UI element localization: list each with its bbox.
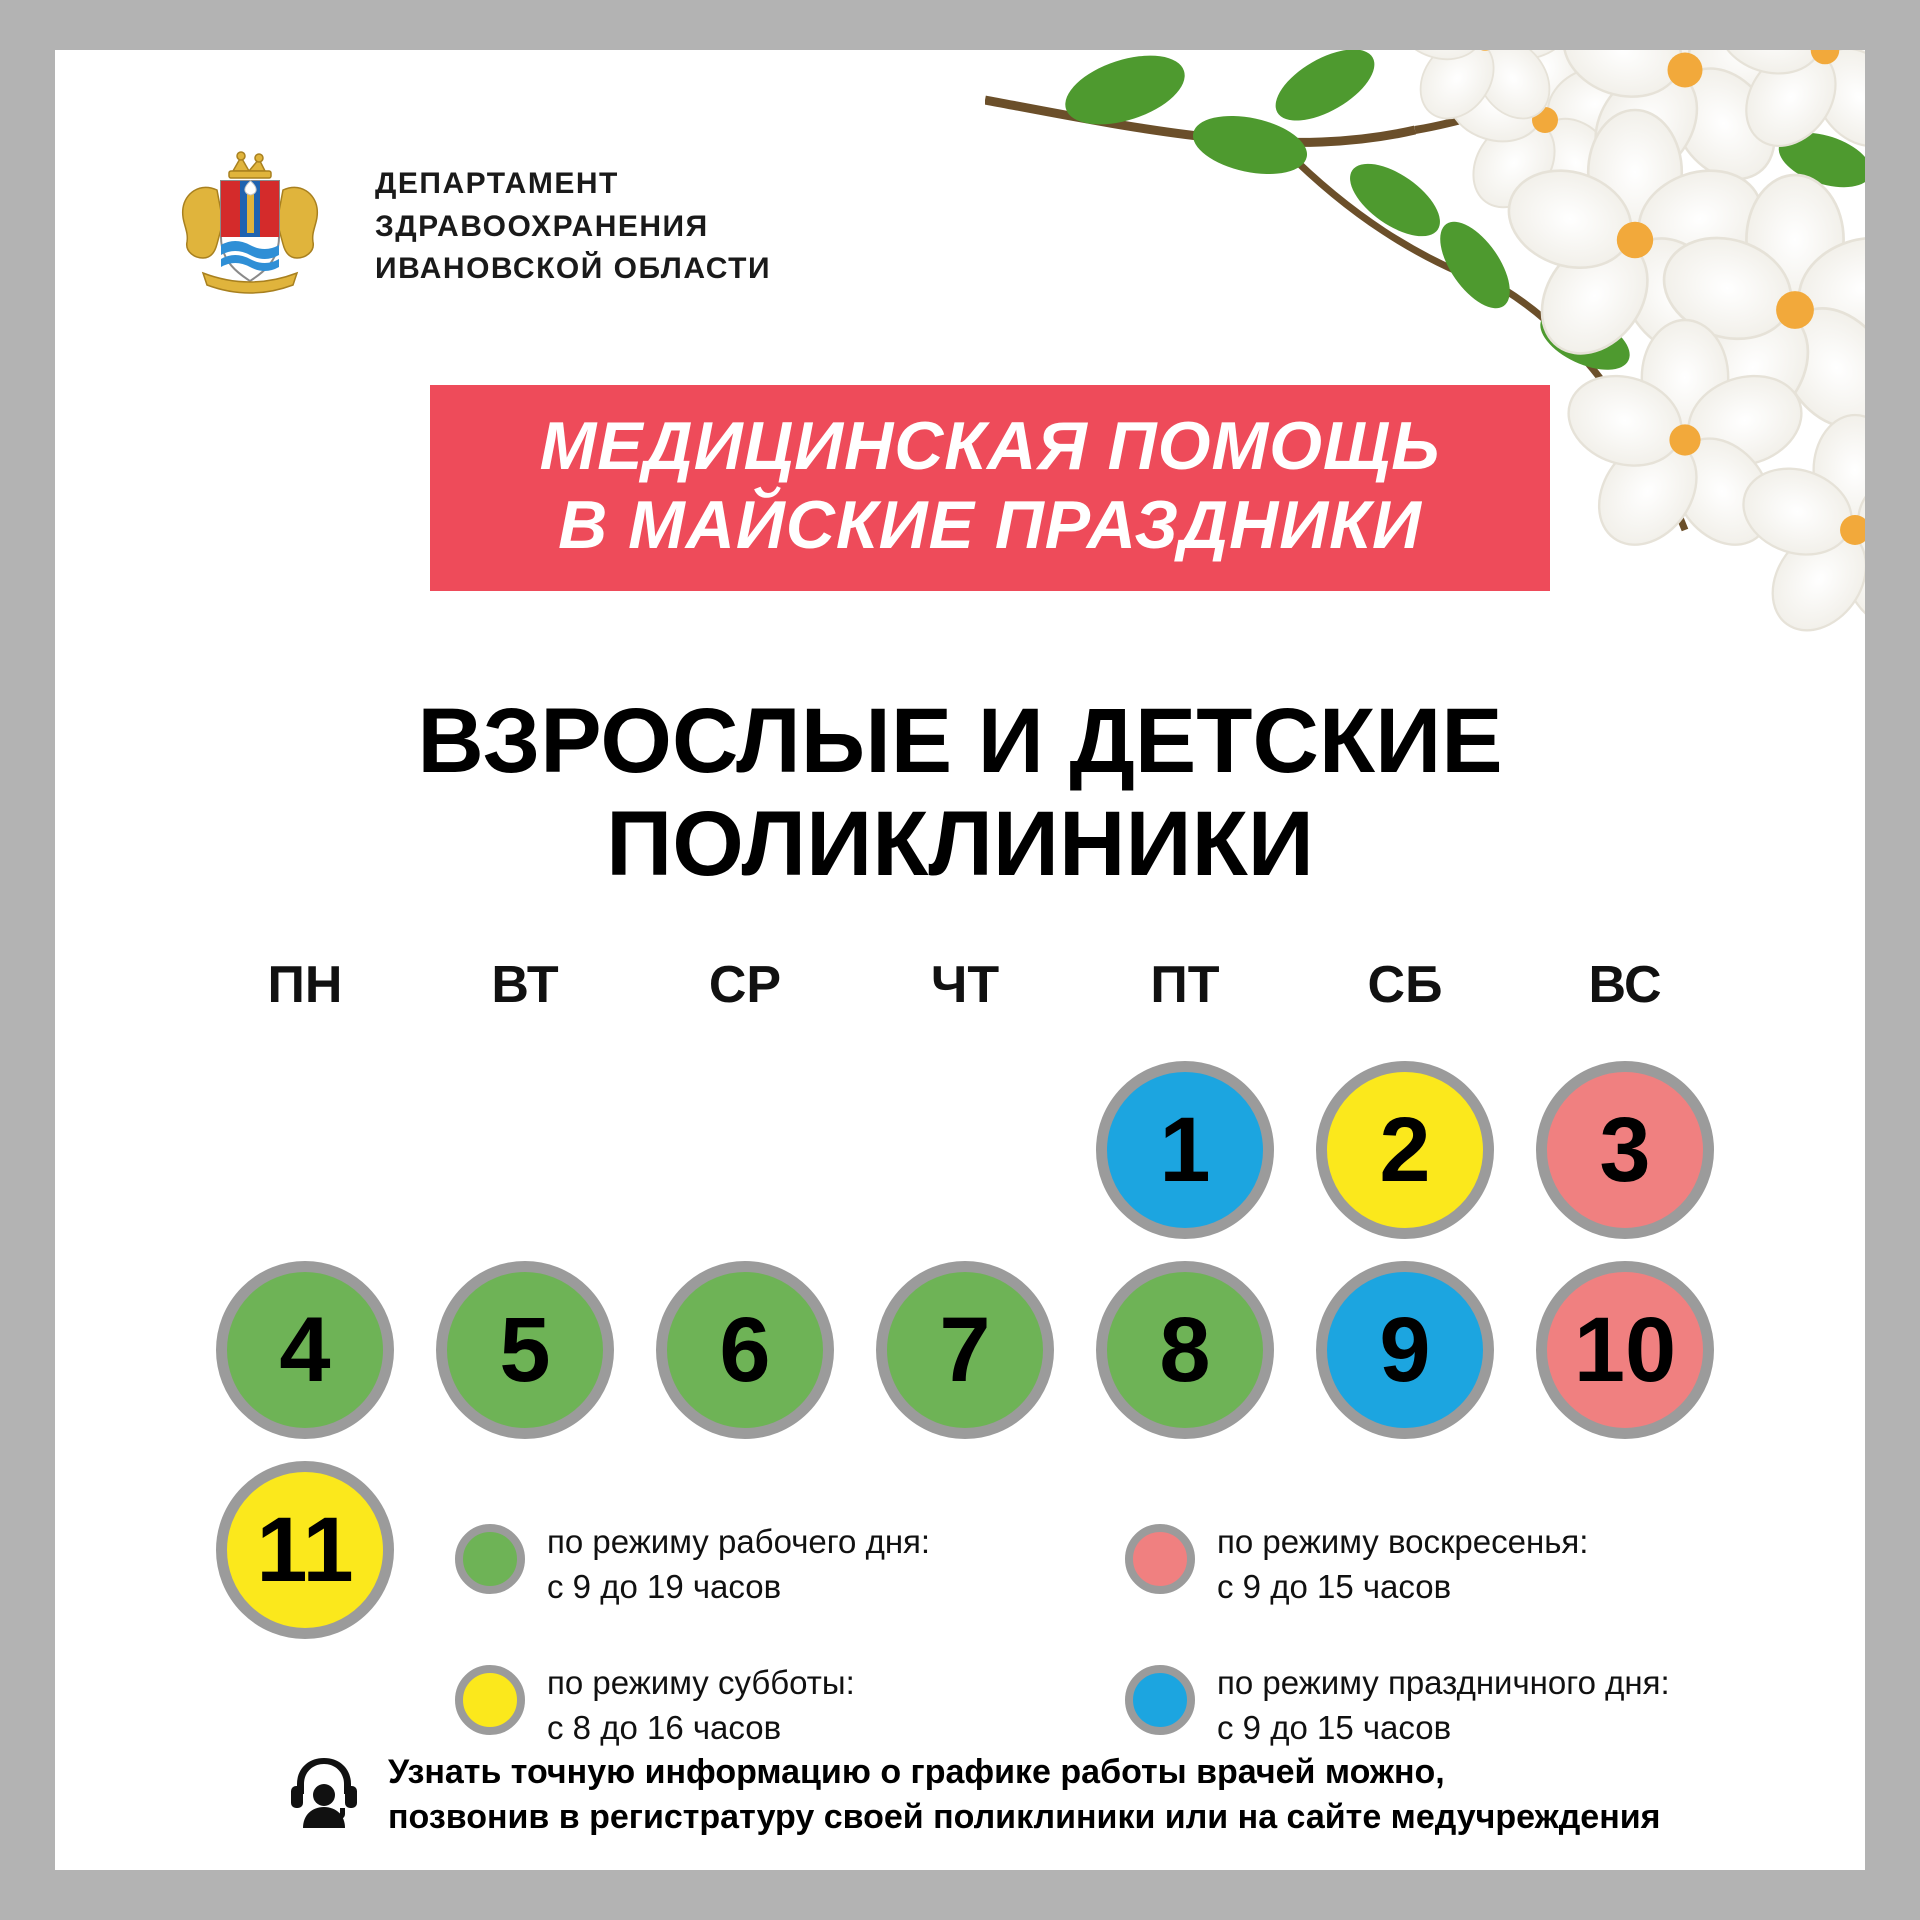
page-title-line-1: ВЗРОСЛЫЕ И ДЕТСКИЕ: [417, 690, 1503, 792]
weekday-label: ПТ: [1150, 956, 1220, 1014]
calendar-day[interactable]: 8: [1096, 1261, 1274, 1439]
legend-text-line-1: по режиму праздничного дня:: [1217, 1664, 1670, 1702]
ivanovo-coat-of-arms-icon: [155, 145, 345, 300]
department-name: [375, 163, 771, 291]
calendar-cell: [1295, 1250, 1515, 1450]
legend-color-swatch: [1125, 1524, 1195, 1594]
operator-headset-icon: [285, 1750, 363, 1828]
calendar-cell: [1075, 1050, 1295, 1250]
footer-text: [388, 1750, 1661, 1840]
footer-text-line-2: позвонив в регистратуру своей поликлиники или на сайте медучреждения: [388, 1797, 1661, 1836]
calendar-weekday-header: [195, 955, 1735, 1015]
legend-text-line-1: по режиму рабочего дня:: [547, 1523, 931, 1560]
calendar-cell: [1075, 1250, 1295, 1450]
page-title: [55, 690, 1865, 896]
legend-text-line-1: по режиму субботы:: [547, 1664, 855, 1702]
banner: [430, 385, 1550, 591]
legend-text-line-1: по режиму воскресенья:: [1217, 1523, 1589, 1560]
department-name-line-2: ЗДРАВООХРАНЕНИЯ: [375, 209, 709, 243]
department-name-line-3: ИВАНОВСКОЙ ОБЛАСТИ: [375, 252, 772, 286]
calendar-day[interactable]: 4: [216, 1261, 394, 1439]
department-name-line-1: ДЕПАРТАМЕНТ: [375, 167, 619, 200]
legend-item: [455, 1520, 1085, 1609]
calendar-cell: [855, 1050, 1075, 1250]
legend-text-line-2: с 9 до 15 часов: [1217, 1567, 1452, 1605]
legend-color-swatch: [1125, 1665, 1195, 1735]
calendar-day[interactable]: 11: [216, 1461, 394, 1639]
weekday-label: ЧТ: [930, 956, 1000, 1014]
calendar-day[interactable]: 2: [1316, 1061, 1494, 1239]
legend-item: [1125, 1520, 1755, 1609]
calendar-day[interactable]: 1: [1096, 1061, 1274, 1239]
calendar-day[interactable]: 9: [1316, 1261, 1494, 1439]
calendar-cell: [415, 1250, 635, 1450]
calendar-cell: [635, 1050, 855, 1250]
page-title-line-2: ПОЛИКЛИНИКИ: [606, 793, 1314, 896]
calendar-cell: [195, 1450, 415, 1650]
poster: [55, 50, 1865, 1870]
legend: [455, 1520, 1755, 1750]
legend-text: [547, 1661, 855, 1750]
legend-text-line-2: с 9 до 15 часов: [1217, 1708, 1452, 1746]
calendar-day[interactable]: 10: [1536, 1261, 1714, 1439]
legend-text: [1217, 1520, 1588, 1609]
banner-line-1: МЕДИЦИНСКАЯ ПОМОЩЬ: [539, 408, 1441, 484]
banner-line-2: В МАЙСКИЕ ПРАЗДНИКИ: [558, 486, 1422, 563]
calendar-cell: [1515, 1050, 1735, 1250]
calendar-day[interactable]: 6: [656, 1261, 834, 1439]
calendar-day[interactable]: 3: [1536, 1061, 1714, 1239]
legend-color-swatch: [455, 1524, 525, 1594]
calendar-cell: [855, 1250, 1075, 1450]
poster-header: [155, 145, 771, 300]
calendar-cell: [1295, 1050, 1515, 1250]
weekday-label: ВТ: [491, 956, 559, 1014]
legend-item: [1125, 1661, 1755, 1750]
legend-text-line-2: с 8 до 16 часов: [547, 1708, 782, 1746]
calendar-cell: [635, 1250, 855, 1450]
calendar-day[interactable]: 7: [876, 1261, 1054, 1439]
legend-color-swatch: [455, 1665, 525, 1735]
legend-text-line-2: с 9 до 19 часов: [547, 1567, 782, 1605]
weekday-label: ВС: [1588, 956, 1662, 1014]
footer-note: [285, 1750, 1735, 1840]
calendar-cell: [195, 1250, 415, 1450]
calendar-cell: [415, 1050, 635, 1250]
weekday-label: СР: [708, 956, 782, 1014]
calendar-cell: [1515, 1250, 1735, 1450]
legend-item: [455, 1661, 1085, 1750]
footer-text-line-1: Узнать точную информацию о графике работы врачей можно,: [388, 1753, 1445, 1791]
legend-text: [547, 1520, 930, 1609]
legend-text: [1217, 1661, 1670, 1750]
calendar-cell: [195, 1050, 415, 1250]
calendar-day[interactable]: 5: [436, 1261, 614, 1439]
weekday-label: СБ: [1367, 956, 1443, 1014]
weekday-label: ПН: [267, 956, 343, 1014]
